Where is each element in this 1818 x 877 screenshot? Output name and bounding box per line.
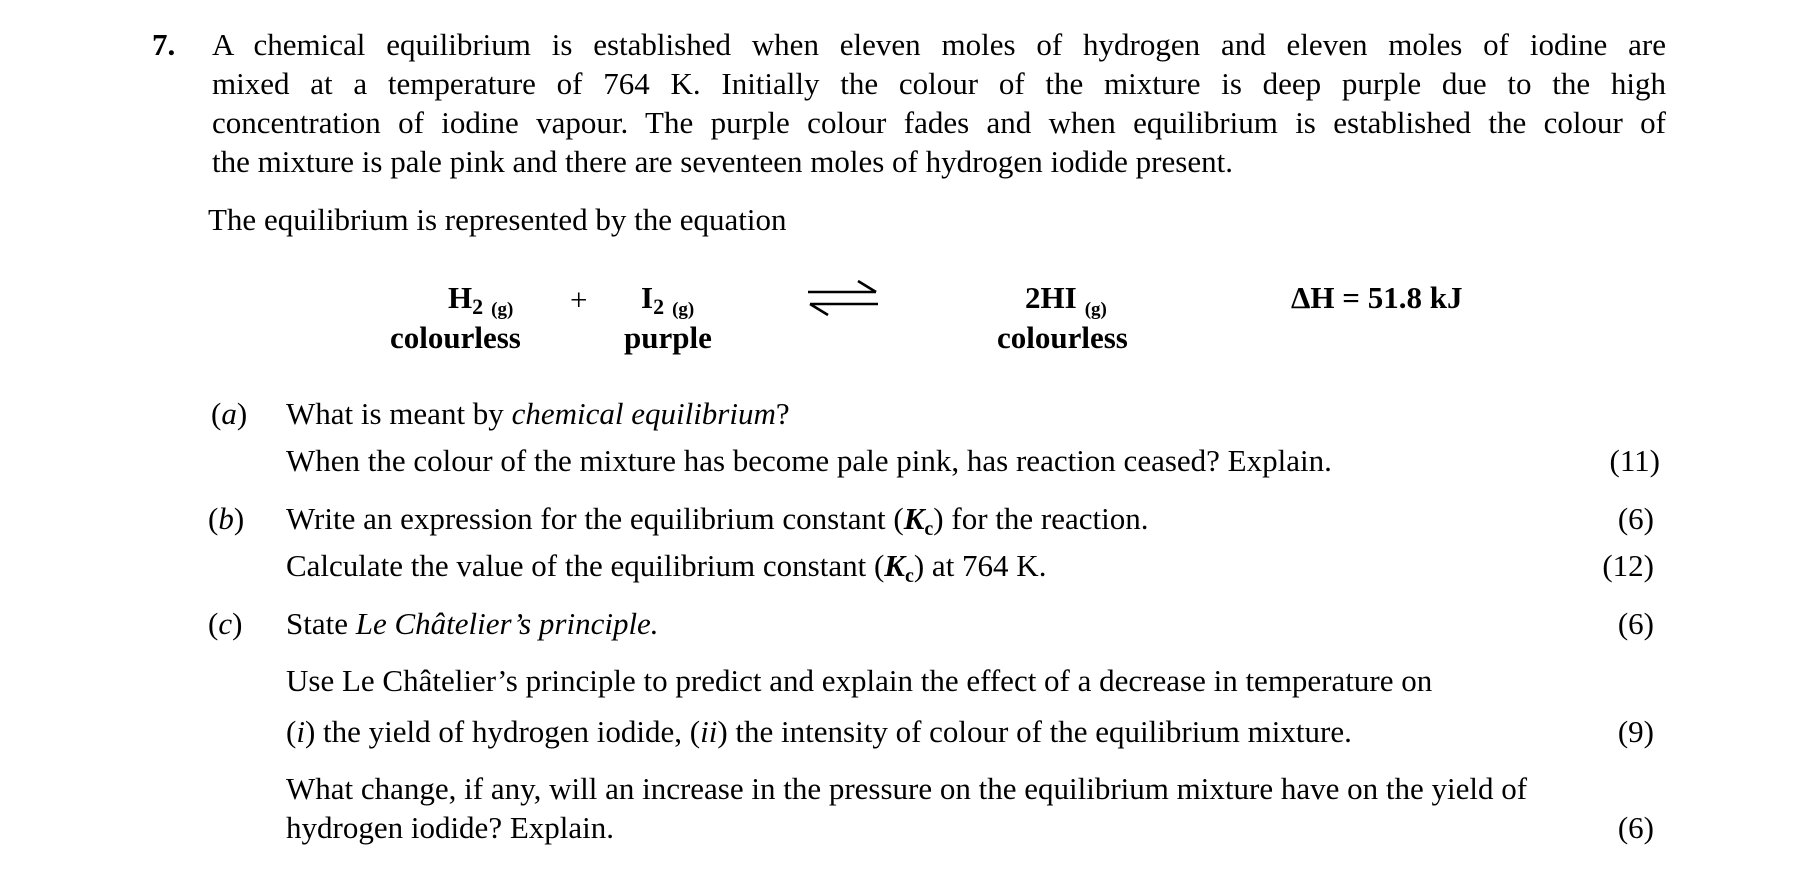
intro-line-4: the mixture is pale pink and there are seventeen moles of hydrogen iodide present. (212, 144, 1233, 179)
part-b-line-2: Calculate the value of the equilibrium constant (Kc) at 764 K. (286, 548, 1047, 587)
part-b-label: (b) (208, 501, 245, 536)
intro-line-1: A chemical equilibrium is established when eleven moles of hydrogen and eleven moles of iodine are (212, 27, 1666, 62)
enthalpy-symbol: ΔH = (1291, 280, 1368, 315)
part-c-marks-3: (6) (1617, 810, 1654, 845)
part-c-line-2: Use Le Châtelier’s principle to predict and explain the effect of a decrease in temperature on (286, 663, 1433, 698)
part-c-line-1: State Le Châtelier’s principle. (286, 606, 659, 641)
intro-line-2: mixed at a temperature of 764 K. Initially the colour of the mixture is deep purple due to the high (212, 66, 1666, 101)
i2-colour-label: purple (624, 320, 712, 355)
h2-formula: H2 $_{(g)}$ (448, 280, 514, 320)
part-b-line-1: Write an expression for the equilibrium constant (Kc) for the reaction. (286, 501, 1149, 540)
part-c-marks-2: (9) (1617, 714, 1654, 749)
enthalpy-change (1291, 279, 1462, 317)
hi-formula: 2HI $_{(g)}$ (1025, 280, 1107, 320)
intro-line-3: concentration of iodine vapour. The purple colour fades and when equilibrium is established the colour of (212, 105, 1666, 140)
part-c-line-5: hydrogen iodide? Explain. (286, 810, 614, 845)
part-b-marks-1: (6) (1617, 501, 1654, 536)
part-c-marks-1: (6) (1617, 606, 1654, 641)
part-c-line-3: (i) the yield of hydrogen iodide, (ii) the intensity of colour of the equilibrium mixture. (286, 714, 1352, 749)
part-a-line-1: What is meant by chemical equilibrium? (286, 396, 790, 431)
part-c-label: (c) (208, 606, 243, 641)
part-c-line-4: What change, if any, will an increase in the pressure on the equilibrium mixture have on the yield of (286, 771, 1528, 806)
hi-colour-label: colourless (997, 320, 1128, 355)
part-a-label: (a) (211, 396, 248, 431)
enthalpy-value: 51.8 kJ (1367, 280, 1463, 315)
question-number: 7. (152, 27, 176, 62)
plus-sign: + (570, 282, 588, 317)
part-b-marks-2: (12) (1602, 548, 1654, 583)
i2-formula: I2 $_{(g)}$ (641, 280, 695, 320)
part-a-marks: (11) (1609, 443, 1660, 478)
h2-colour-label: colourless (390, 320, 521, 355)
part-a-line-2: When the colour of the mixture has become pale pink, has reaction ceased? Explain. (286, 443, 1332, 478)
equation-intro: The equilibrium is represented by the equation (208, 202, 787, 237)
equilibrium-arrows-icon (806, 278, 880, 318)
